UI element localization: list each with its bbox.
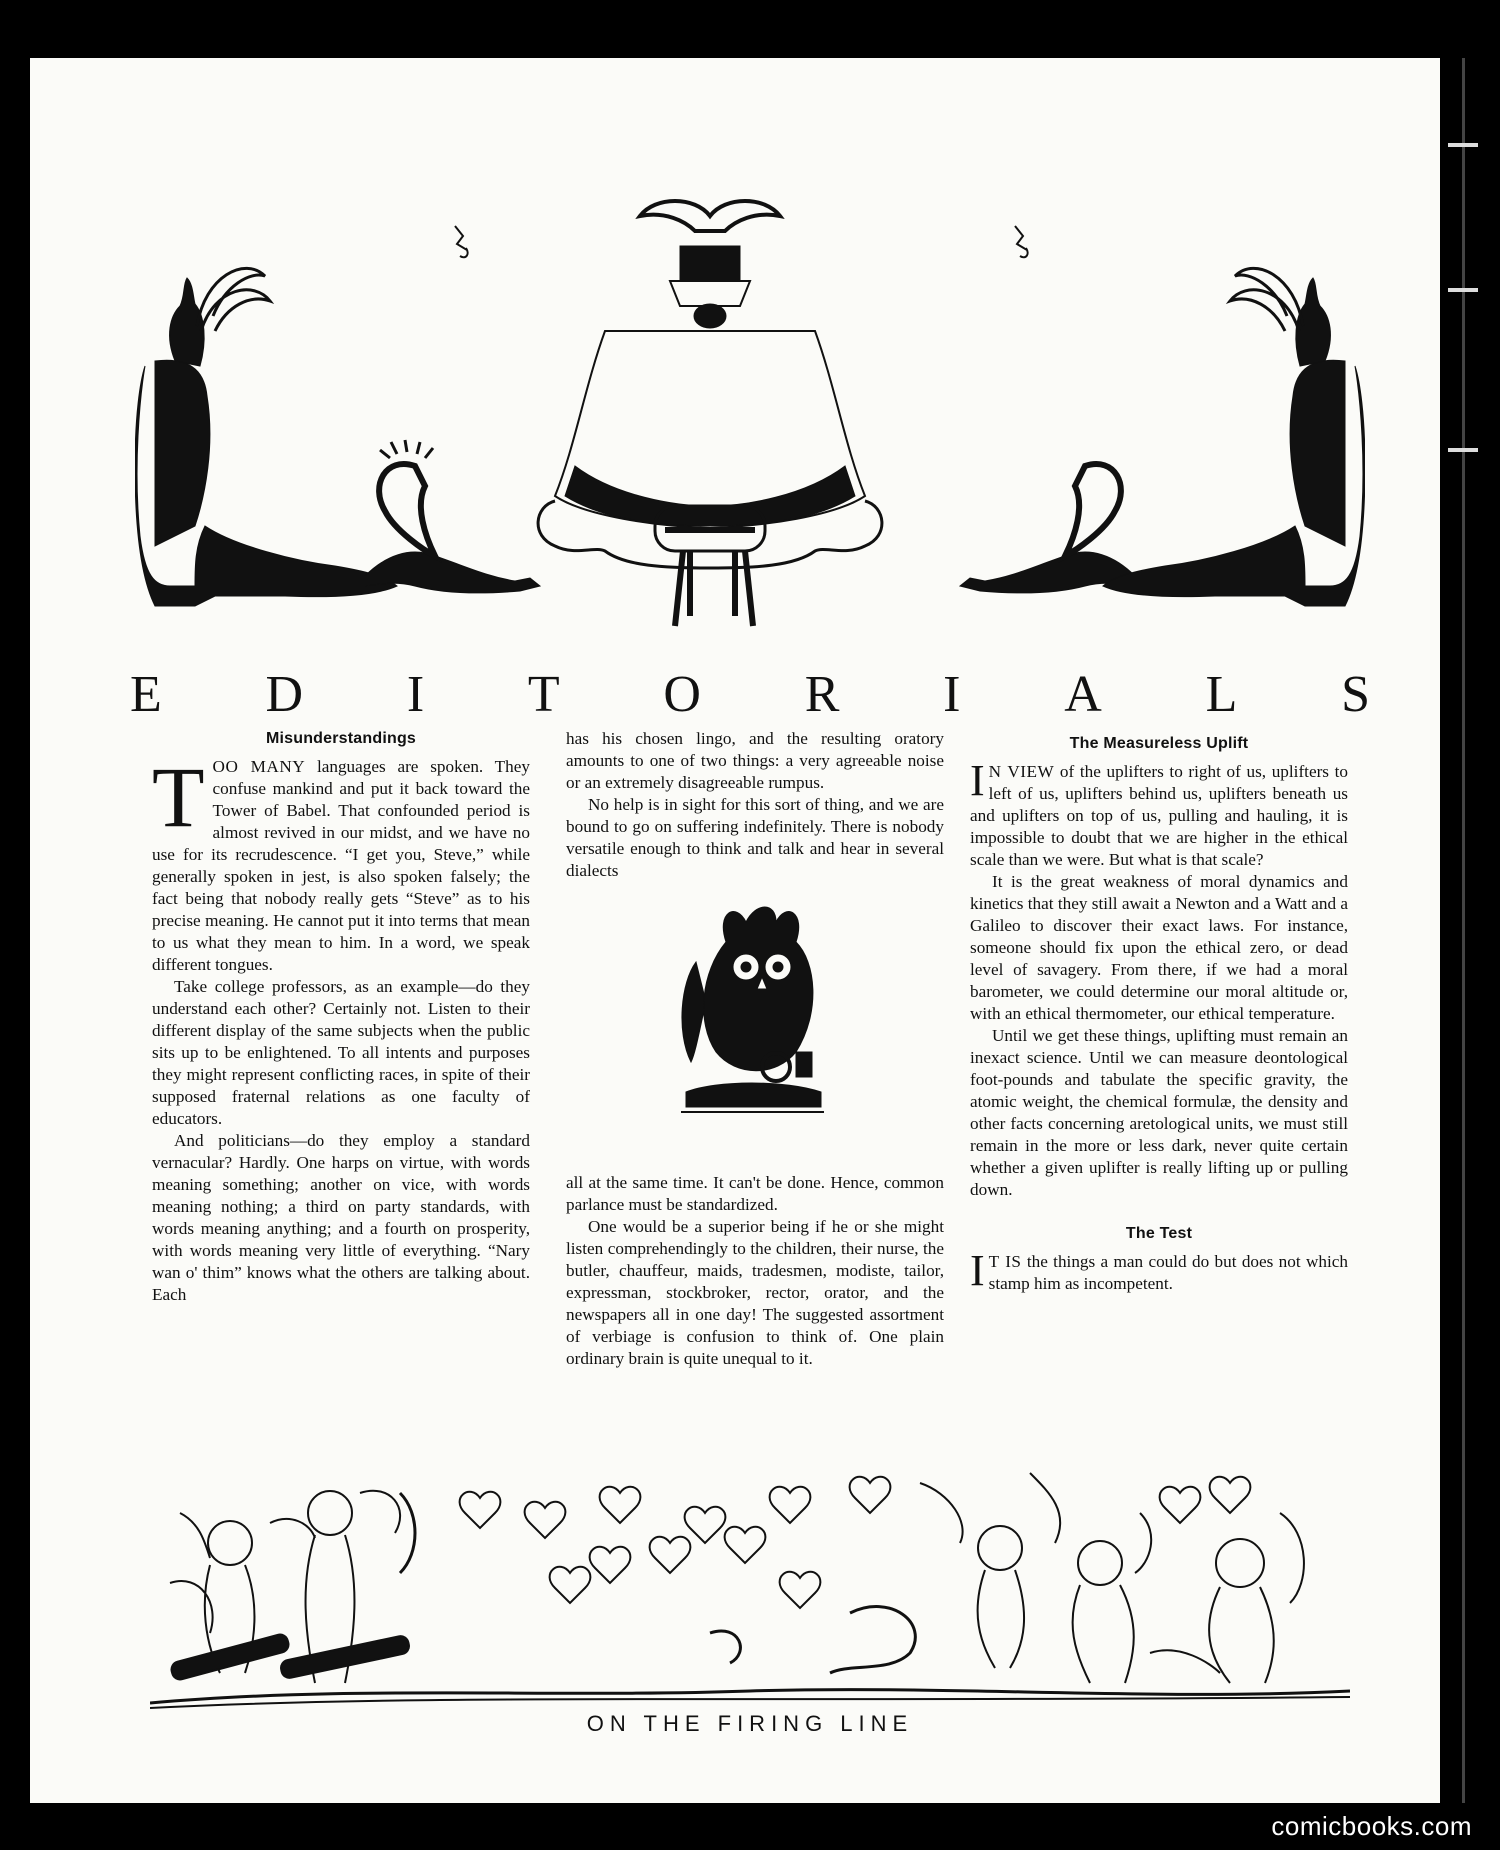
binding-tick xyxy=(1448,288,1478,292)
masthead-letter: T xyxy=(527,666,560,723)
drop-cap: I xyxy=(970,756,985,805)
article-paragraph: has his chosen lingo, and the resulting oratory amounts to one of two things: a very agreeable noise or an extremely disagreeable rumpus. xyxy=(566,729,944,792)
masthead-letter: I xyxy=(943,666,961,723)
footer-caption: ON THE FIRING LINE xyxy=(586,1711,914,1736)
masthead-letter: I xyxy=(406,666,425,723)
lead-words: OO MANY xyxy=(212,757,306,776)
article-heading: The Measureless Uplift xyxy=(1069,735,1249,752)
article-paragraph: And politicians—do they employ a standard vernacular? Hardly. One harps on virtue, with words meaning something; another on vice, with words meaning nothing; a third on party standards, with words meaning anything; and a fourth on prosperity, with words meaning very little of everything. “Nary wan o' thim” knows what the others are talking about. Each xyxy=(152,1131,530,1304)
paragraph-text: of the uplifters to right of us, uplifters to left of us, uplifters behind us, uplifters beneath us and uplifters on top of us, pulling and hauling, it is impossible to doubt that we are higher in the ethical scale than we were. But what is that scale? xyxy=(970,762,1348,869)
masthead-letter: L xyxy=(1205,666,1238,723)
masthead-letter: A xyxy=(1064,666,1102,723)
masthead-letter: E xyxy=(130,666,162,723)
article-paragraph: No help is in sight for this sort of thing, and we are bound to go on suffering indefinitely. There is nobody versatile enough to think and talk and hear in several dialects xyxy=(566,795,944,880)
column-1 xyxy=(152,728,530,1306)
masthead-letter: O xyxy=(663,666,701,723)
binding-tick xyxy=(1448,143,1478,147)
lead-words: N VIEW xyxy=(988,762,1055,781)
article-paragraph xyxy=(970,1246,1348,1295)
article-paragraph: Until we get these things, uplifting must remain an inexact science. Until we can measure deontological foot-pounds and tabulate the specific gravity, the atomic weight, the chemical formulæ, the density and other facts concerning aretological units, we must still remain in the more or less dark, never quite certain whether a given uplifter is really lifting up or pulling down. xyxy=(970,1026,1348,1199)
article-heading: Misunderstandings xyxy=(265,730,417,747)
cupids-illustration xyxy=(150,1453,1350,1713)
masthead-letter: R xyxy=(804,666,840,723)
masthead-letter: D xyxy=(265,666,304,723)
paragraph-text: the things a man could do but does not which stamp him as incompetent. xyxy=(988,1252,1348,1293)
column-3 xyxy=(970,733,1348,1295)
gutter-rule xyxy=(1462,58,1465,1803)
article-paragraph: all at the same time. It can't be done. Hence, common parlance must be standardized. xyxy=(566,1173,944,1214)
column-2 xyxy=(566,728,944,1370)
owl-illustration xyxy=(676,902,826,1122)
owl-illustration-frame xyxy=(566,882,944,1172)
article-heading: The Test xyxy=(1125,1225,1193,1242)
drop-cap: I xyxy=(970,1246,985,1295)
header-illustration xyxy=(135,166,1365,676)
binding-gutter xyxy=(1440,58,1500,1803)
binding-tick xyxy=(1448,448,1478,452)
drop-cap: T xyxy=(152,749,205,845)
watermark: comicbooks.com xyxy=(1271,1811,1472,1841)
magazine-page xyxy=(30,58,1470,1803)
masthead-letter: S xyxy=(1341,666,1370,723)
lead-words: T IS xyxy=(988,1252,1022,1271)
article-paragraph: Take college professors, as an example—do they understand each other? Certainly not. Listen to their different display of the same subjects when the public sits up to be enlightened. To all intents and purposes they might represent conflicting races, in spite of their supposed fraternal relations as one faculty of educators. xyxy=(152,977,530,1128)
article-paragraph xyxy=(152,749,530,976)
article-paragraph: One would be a superior being if he or she might listen comprehendingly to the children, their nurse, the butler, chauffeur, maids, tradesmen, modiste, tailor, expressman, stockbroker, rector, orator, and the newspapers all in one day! The suggested assortment of verbiage is confusion to think of. One plain ordinary brain is quite unequal to it. xyxy=(566,1217,944,1368)
article-paragraph: It is the great weakness of moral dynamics and kinetics that they still await a Newton and a Watt and a Galileo to discover their exact laws. For instance, someone should fix upon the ethical zero, or dead level of savagery. From there, if we had a moral barometer, we could determine our moral altitude or, with an ethical thermometer, our ethical temperature. xyxy=(970,872,1348,1023)
masthead xyxy=(130,665,1370,724)
paragraph-text: languages are spoken. They confuse mankind and put it back toward the Tower of Babel. That confounded period is almost revived in our midst, and we have no use for its recrudescence. “I get you, Steve,” while generally spoken in jest, is also spoken falsely; the fact being that nobody really gets “Steve” as to his precise meaning. He cannot put it into terms that mean to us what they mean to him. In a word, we speak different tongues. xyxy=(152,757,530,974)
article-paragraph xyxy=(970,756,1348,871)
